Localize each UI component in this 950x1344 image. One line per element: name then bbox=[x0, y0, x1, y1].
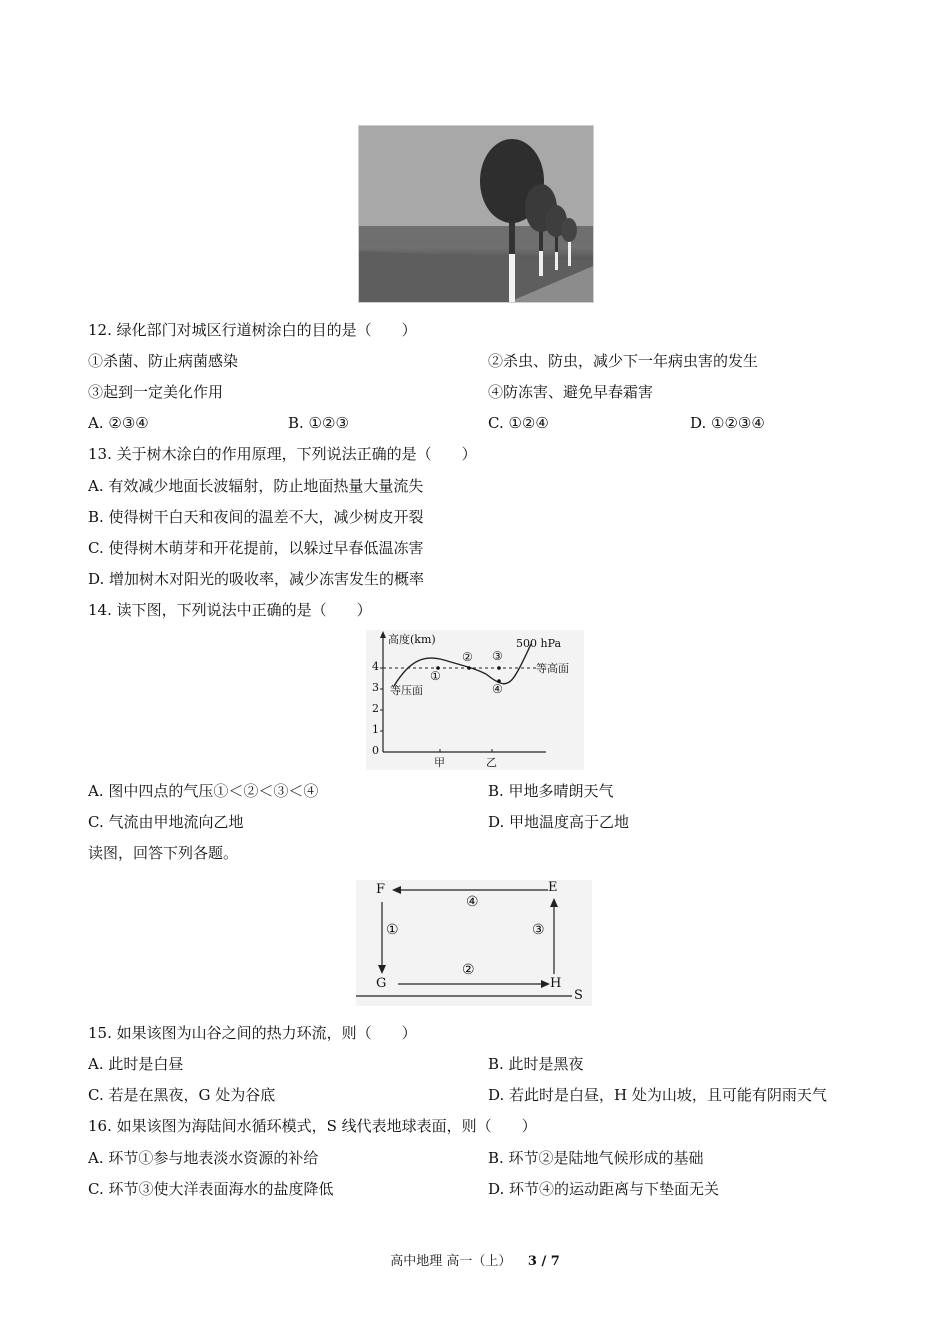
arrow-2-label: ② bbox=[462, 962, 475, 978]
q15-option-b: B. 此时是黑夜 bbox=[488, 1055, 584, 1073]
tree-row-icon bbox=[359, 126, 593, 302]
point-3-label: ③ bbox=[492, 649, 503, 663]
point-4-label: ④ bbox=[492, 682, 503, 696]
tree-row-photo bbox=[358, 125, 594, 303]
q16-option-c: C. 环节③使大洋表面海水的盐度降低 bbox=[88, 1180, 334, 1198]
isobar-ytick-1: 1 bbox=[372, 723, 379, 736]
isobar-surface-label: 等压面 bbox=[390, 684, 423, 697]
x-label-jia: 甲 bbox=[434, 756, 445, 769]
q14-option-a: A. 图中四点的气压①＜②＜③＜④ bbox=[88, 782, 319, 800]
footer-subject: 高中地理 高一（上） bbox=[390, 1254, 512, 1269]
reading-intro: 读图，回答下列各题。 bbox=[88, 844, 239, 862]
q16-option-b: B. 环节②是陆地气候形成的基础 bbox=[488, 1149, 704, 1167]
q12-stem: 12. 绿化部门对城区行道树涂白的目的是（ ） bbox=[88, 321, 417, 339]
q14-option-d: D. 甲地温度高于乙地 bbox=[488, 813, 630, 831]
isobar-ytick-3: 3 bbox=[372, 681, 379, 694]
q13-option-b: B. 使得树干白天和夜间的温差不大，减少树皮开裂 bbox=[88, 508, 424, 526]
q15-option-c: C. 若是在黑夜，G 处为谷底 bbox=[88, 1086, 276, 1104]
q12-option-d: D. ①②③④ bbox=[690, 414, 765, 432]
isobar-ytick-4: 4 bbox=[372, 660, 379, 673]
circulation-diagram bbox=[356, 880, 592, 1006]
isobar-y-axis-label: 高度(km) bbox=[388, 633, 436, 646]
arrow-1-label: ① bbox=[386, 922, 399, 938]
arrow-4-label: ④ bbox=[466, 894, 479, 910]
isobar-diagram-svg bbox=[366, 630, 584, 770]
q13-option-d: D. 增加树木对阳光的吸收率，减少冻害发生的概率 bbox=[88, 570, 425, 588]
q14-stem: 14. 读下图，下列说法中正确的是（ ） bbox=[88, 601, 372, 619]
q16-option-a: A. 环节①参与地表淡水资源的补给 bbox=[88, 1149, 319, 1167]
q12-item-1: ①杀菌、防止病菌感染 bbox=[88, 352, 239, 370]
point-2-label: ② bbox=[462, 650, 473, 664]
q12-item-2: ②杀虫、防虫，减少下一年病虫害的发生 bbox=[488, 352, 759, 370]
q13-option-a: A. 有效减少地面长波辐射，防止地面热量大量流失 bbox=[88, 477, 424, 495]
q12-option-c: C. ①②④ bbox=[488, 414, 549, 432]
q12-item-3: ③起到一定美化作用 bbox=[88, 383, 224, 401]
q12-option-b: B. ①②③ bbox=[288, 414, 349, 432]
isobar-diagram bbox=[366, 630, 584, 770]
corner-h-label: H bbox=[550, 976, 562, 991]
corner-f-label: F bbox=[376, 882, 386, 897]
isobar-500hpa-label: 500 hPa bbox=[516, 637, 562, 650]
x-label-yi: 乙 bbox=[486, 756, 497, 769]
q12-option-a: A. ②③④ bbox=[88, 414, 149, 432]
page-number: 3 / 7 bbox=[527, 1254, 560, 1269]
q14-option-c: C. 气流由甲地流向乙地 bbox=[88, 813, 244, 831]
isoheight-label: 等高面 bbox=[536, 662, 569, 675]
q16-stem: 16. 如果该图为海陆间水循环模式，S 线代表地球表面，则（ ） bbox=[88, 1117, 537, 1135]
corner-e-label: E bbox=[548, 880, 558, 895]
page-footer bbox=[0, 1250, 950, 1269]
isobar-ytick-0: 0 bbox=[372, 744, 379, 757]
q15-option-d: D. 若此时是白昼，H 处为山坡，且可能有阴雨天气 bbox=[488, 1086, 827, 1104]
q13-stem: 13. 关于树木涂白的作用原理，下列说法正确的是（ ） bbox=[88, 445, 477, 463]
q14-option-b: B. 甲地多晴朗天气 bbox=[488, 782, 614, 800]
q15-stem: 15. 如果该图为山谷之间的热力环流，则（ ） bbox=[88, 1024, 417, 1042]
arrow-3-label: ③ bbox=[532, 922, 545, 938]
q13-option-c: C. 使得树木萌芽和开花提前，以躲过早春低温冻害 bbox=[88, 539, 424, 557]
q15-option-a: A. 此时是白昼 bbox=[88, 1055, 184, 1073]
point-1-label: ① bbox=[430, 669, 441, 683]
corner-g-label: G bbox=[376, 976, 387, 991]
surface-s-label: S bbox=[574, 988, 583, 1003]
isobar-ytick-2: 2 bbox=[372, 702, 379, 715]
q16-option-d: D. 环节④的运动距离与下垫面无关 bbox=[488, 1180, 720, 1198]
q12-item-4: ④防冻害、避免早春霜害 bbox=[488, 383, 654, 401]
